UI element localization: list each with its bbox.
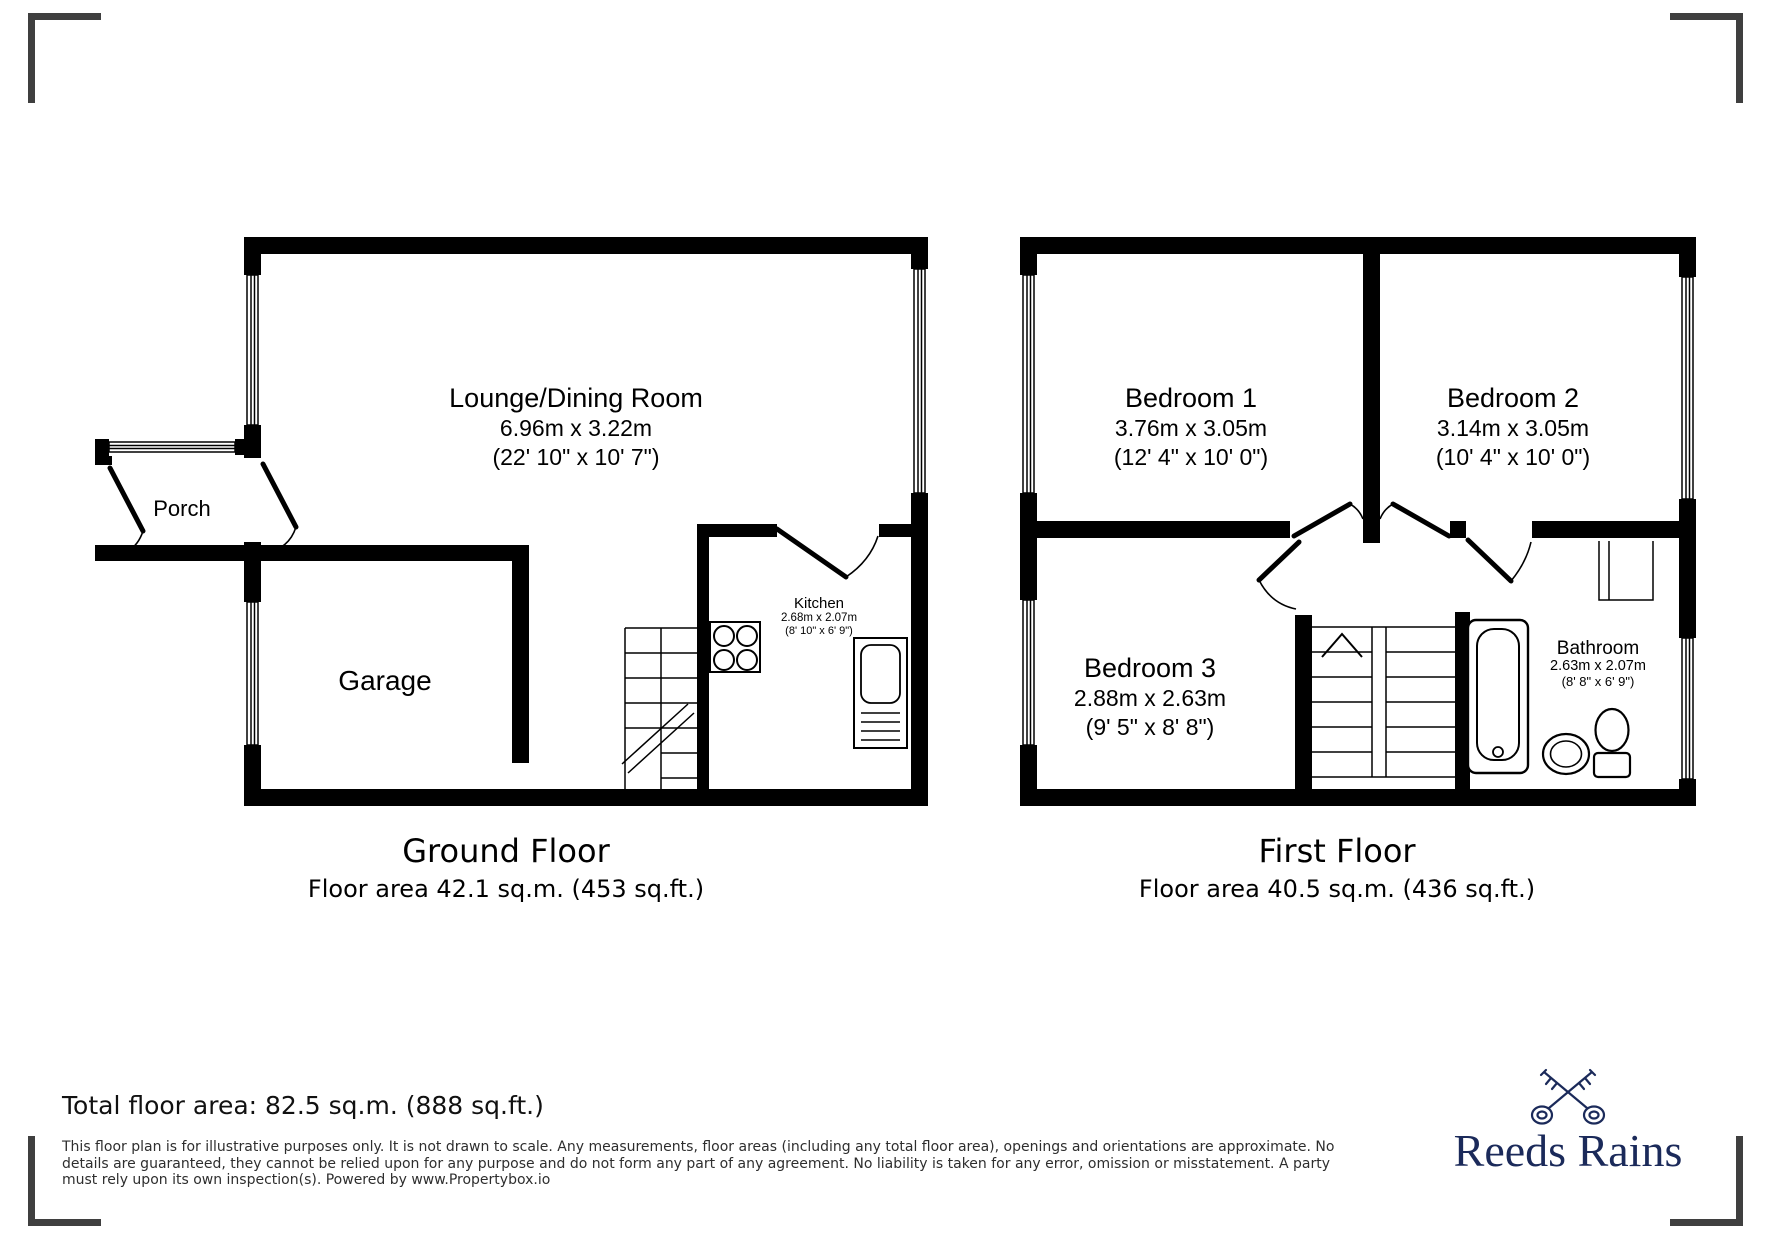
sink-basin-icon (1543, 734, 1589, 774)
door-symbol (777, 529, 878, 577)
door-symbol (110, 468, 143, 557)
room-metric: 3.76m x 3.05m (1114, 415, 1268, 441)
room-metric: 3.14m x 3.05m (1436, 415, 1590, 441)
room-imperial: (8' 10" x 6' 9") (785, 625, 853, 637)
disclaimer-line: must rely upon its own inspection(s). Powered by www.Propertybox.io (62, 1172, 551, 1188)
wall-kitchen (879, 524, 928, 537)
brand-name: Reeds Rains (1453, 1125, 1683, 1176)
room-metric: 6.96m x 3.22m (499, 415, 653, 441)
window-symbol (1678, 277, 1697, 499)
room-label-bedroom1 (1114, 382, 1268, 472)
room-name: Porch (153, 496, 211, 521)
first-floor-caption (1139, 831, 1535, 904)
floor-area: Floor area 42.1 sq.m. (453 sq.ft.) (307, 875, 705, 903)
room-imperial: (22' 10" x 10' 7") (492, 444, 660, 470)
door-symbol (263, 464, 296, 553)
hob-icon (710, 622, 760, 672)
toilet-icon (1594, 709, 1630, 777)
corner-mark-top-right (1670, 17, 1740, 104)
room-name: Bedroom 2 (1446, 383, 1580, 413)
wall-kitchen (697, 524, 709, 789)
room-metric: 2.68m x 2.07m (780, 612, 858, 624)
disclaimer-line: This floor plan is for illustrative purposes only. It is not drawn to scale. Any measurements, floor areas (including any total floor area), openings and orientations are approximate. No (62, 1139, 1335, 1155)
window-symbol (1019, 600, 1038, 745)
room-label-bathroom (1550, 639, 1646, 689)
room-imperial: (9' 5" x 8' 8") (1085, 714, 1215, 740)
bathtub-icon (1468, 620, 1528, 773)
floor-area: Floor area 40.5 sq.m. (436 sq.ft.) (1138, 875, 1536, 903)
room-imperial: (10' 4" x 10' 0") (1435, 444, 1591, 470)
window-symbol (1019, 275, 1038, 493)
window-symbol (1678, 638, 1697, 779)
floor-title: Ground Floor (402, 832, 610, 870)
wall (1532, 521, 1679, 538)
wall (1037, 521, 1290, 538)
door-symbol (1468, 540, 1531, 581)
floor-title: First Floor (1258, 832, 1416, 870)
room-imperial: (12' 4" x 10' 0") (1113, 444, 1269, 470)
total-floor-area: Total floor area: 82.5 sq.m. (888 sq.ft.) (62, 1091, 544, 1120)
wall-landing (1295, 615, 1312, 789)
room-name: Lounge/Dining Room (449, 383, 703, 413)
wall (1020, 237, 1696, 254)
window-symbol (243, 602, 262, 745)
room-name: Bathroom (1556, 638, 1640, 659)
room-label-garage (338, 666, 431, 696)
cupboard (1599, 541, 1653, 600)
wall (95, 545, 529, 561)
wall (1450, 521, 1466, 538)
door-symbol (1380, 504, 1449, 536)
room-metric: 2.88m x 2.63m (1073, 685, 1227, 711)
ground-floor-caption (308, 831, 704, 904)
door-symbol (1259, 542, 1299, 609)
window-symbol (109, 438, 235, 456)
stairs (622, 628, 697, 789)
room-label-bedroom3 (1074, 652, 1226, 742)
wall (1020, 789, 1696, 806)
stairs (1312, 627, 1455, 777)
wall-bedroom-divider (1363, 254, 1380, 543)
room-label-porch (153, 497, 210, 521)
ground-floor-plan (95, 237, 929, 806)
disclaimer (62, 1139, 1334, 1189)
room-name: Bedroom 3 (1083, 653, 1217, 683)
room-name: Bedroom 1 (1124, 383, 1258, 413)
disclaimer-line: details are guaranteed, they cannot be relied upon for any purpose and do not form any part of any agreement. No liability is taken for any error, omission or misstatement. A party (62, 1155, 1330, 1172)
room-imperial: (8' 8" x 6' 9") (1561, 674, 1635, 689)
room-name: Garage (338, 665, 432, 696)
room-metric: 2.63m x 2.07m (1550, 658, 1646, 674)
window-symbol (243, 275, 262, 425)
crossed-keys-icon (1528, 1062, 1608, 1128)
room-label-lounge (449, 382, 703, 472)
wall-kitchen (697, 524, 777, 537)
room-label-bedroom2 (1436, 382, 1590, 472)
wall (244, 237, 928, 254)
room-name: Kitchen (793, 595, 845, 612)
wall (244, 789, 928, 806)
wall-garage (512, 545, 529, 763)
door-symbol (1294, 504, 1363, 536)
room-label-kitchen (781, 596, 857, 637)
kitchen-sink-icon (854, 638, 907, 748)
window-symbol (910, 269, 929, 493)
corner-mark-top-left (32, 17, 102, 104)
